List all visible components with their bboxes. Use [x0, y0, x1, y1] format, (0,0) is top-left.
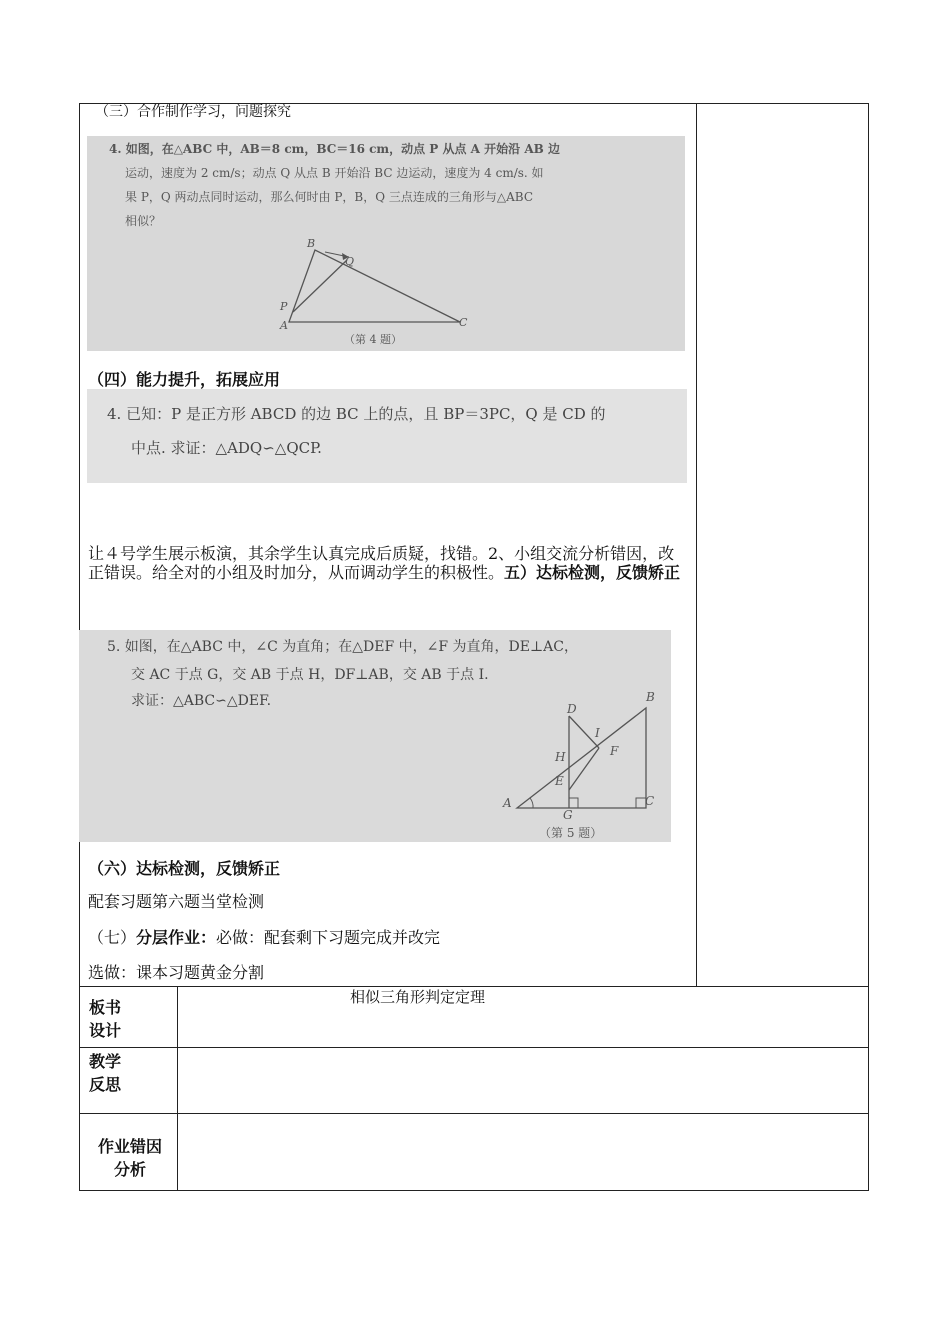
board-design-label	[89, 996, 121, 1042]
homework-error-label-line1: 作业错因	[97, 1137, 162, 1156]
section5-heading: 五）达标检测，反馈矫正	[504, 563, 681, 582]
problem4-line2: 运动，速度为 2 cm/s；动点 Q 从点 B 开始沿 BC 边运动，速度为 4 cm/s. 如	[125, 166, 544, 180]
section6-heading: （六）达标检测，反馈矫正	[88, 859, 281, 878]
problem5-label-C: C	[645, 794, 655, 808]
problem5-photo	[79, 630, 671, 842]
problem5-line2: 交 AC 于点 G，交 AB 于点 H，DF⊥AB，交 AB 于点 I.	[131, 667, 489, 683]
problem4-triangle-figure	[87, 136, 685, 351]
problem5-label-D: D	[567, 702, 577, 716]
problem4-line3: 果 P，Q 两动点同时运动，那么何时由 P，B，Q 三点连成的三角形与△ABC	[125, 190, 534, 204]
problem5-label-B: B	[646, 690, 655, 704]
section7-prefix: （七）	[88, 928, 137, 947]
reflection-label-line2: 反思	[89, 1075, 122, 1094]
section7-heading: 分层作业：	[136, 928, 217, 947]
problem4-label-B: B	[307, 237, 316, 250]
section6-text: 配套习题第六题当堂检测	[88, 892, 265, 911]
homework-error-label-line2: 分析	[113, 1160, 146, 1179]
problem4-line1: 4. 如图，在△ABC 中，AB＝8 cm，BC＝16 cm，动点 P 从点 A 开始沿 AB 边	[109, 142, 560, 156]
elective-text: 选做：课本习题黄金分割	[88, 963, 265, 982]
problem4b-photo	[87, 389, 687, 483]
problem4b-line2: 中点. 求证：△ADQ∽△QCP.	[131, 439, 322, 457]
reflection-label-line1: 教学	[89, 1052, 122, 1071]
problem5-label-E: E	[555, 774, 564, 788]
problem4-label-P: P	[280, 300, 288, 313]
problem4-photo	[87, 136, 685, 351]
problem5-label-I: I	[595, 726, 600, 740]
board-design-content: 相似三角形判定定理	[350, 988, 486, 1006]
section4-heading: （四）能力提升，拓展应用	[88, 370, 281, 389]
problem5-caption: （第 5 题）	[539, 826, 603, 840]
section3-heading: （三）合作制作学习，问题探究	[95, 104, 291, 120]
reflection-label	[89, 1050, 121, 1096]
activity-paragraph	[88, 544, 690, 582]
problem5-line3: 求证：△ABC∽△DEF.	[131, 693, 272, 709]
section7-text: 必做：配套剩下习题完成并改完	[216, 928, 441, 947]
problem5-label-A: A	[503, 796, 512, 810]
row-divider-homework	[79, 1113, 869, 1114]
problem5-triangle-figure	[79, 630, 671, 842]
board-design-label-line2: 设计	[89, 1021, 122, 1040]
activity-paragraph-text: 让４号学生展示板演，其余学生认真完成后质疑，找错。2、小组交流分析错因，改正错误。给全对的小组及时加分，从而调动学生的积极性。	[88, 544, 675, 582]
label-column-divider	[177, 986, 178, 1191]
problem4-line4: 相似？	[125, 214, 162, 228]
problem4-label-A: A	[280, 319, 288, 332]
problem5-label-F: F	[610, 744, 619, 758]
problem4b-line1: 4. 已知：P 是正方形 ABCD 的边 BC 上的点，且 BP＝3PC，Q 是 CD 的	[107, 405, 606, 423]
row-divider-reflection	[79, 1047, 869, 1048]
problem4-label-Q: Q	[345, 255, 355, 268]
right-column-divider	[696, 103, 697, 986]
homework-error-label	[89, 1135, 171, 1181]
board-design-label-line1: 板书	[89, 998, 122, 1017]
problem4-caption: （第 4 题）	[344, 333, 402, 346]
problem5-line1: 5. 如图，在△ABC 中，∠C 为直角；在△DEF 中，∠F 为直角，DE⊥AC，	[107, 639, 578, 655]
problem4-label-C: C	[459, 316, 468, 329]
problem5-label-H: H	[555, 750, 566, 764]
problem5-label-G: G	[563, 808, 573, 822]
section7-line	[88, 927, 440, 949]
